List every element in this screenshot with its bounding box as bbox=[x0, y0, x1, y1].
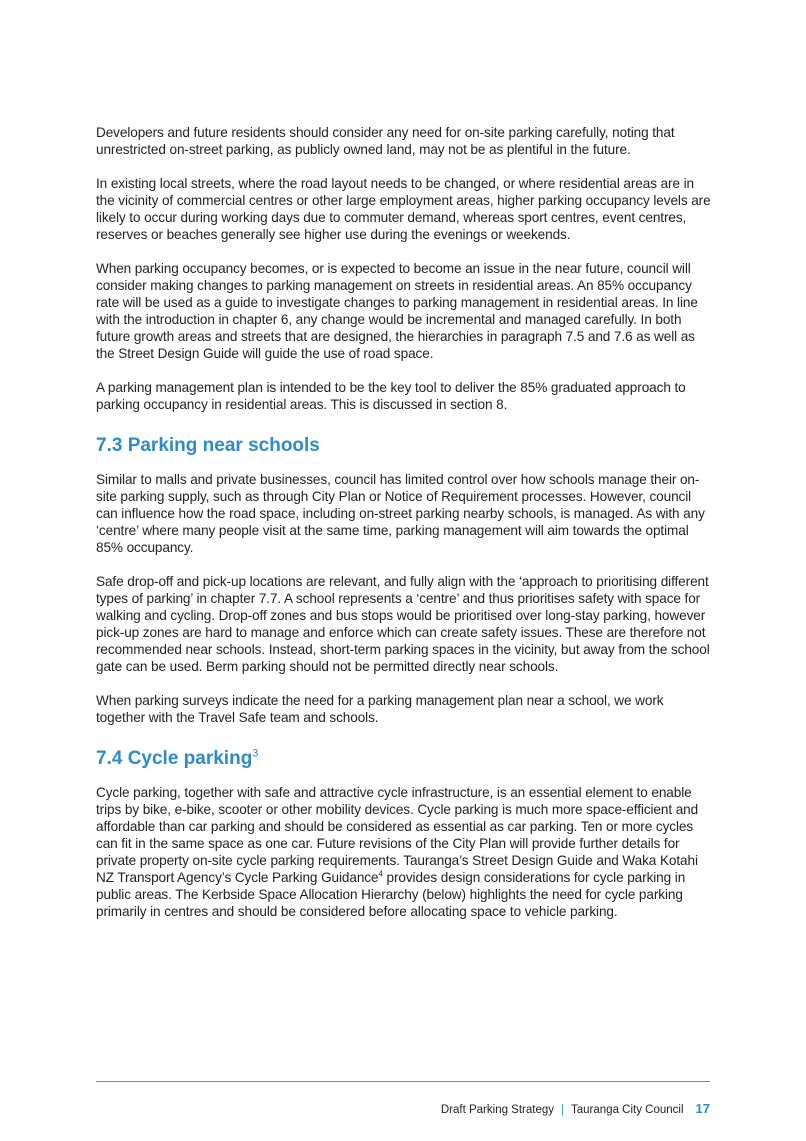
schools-paragraph-3: When parking surveys indicate the need for a parking management plan near a school, we work together with the Travel Safe team and schools. bbox=[96, 693, 664, 725]
section-heading-cycle-parking bbox=[96, 748, 716, 770]
intro-paragraph-2: In existing local streets, where the road layout needs to be changed, or where residential areas are in the vicinity of commercial centres or other large employment areas, higher parking occupancy levels are likely to occur during working days due to commuter demand, whereas sport centres, event centres, reserves or beaches generally see higher use during the evenings or weekends. bbox=[96, 176, 711, 242]
cycle-parking-text-part-1: Cycle parking, together with safe and attractive cycle infrastructure, is an essential element to enable trips by bike, e-bike, scooter or other mobility devices. Cycle parking is much more space-efficient and affordable than car parking and should be considered as essential as car parking. Ten or more cycles can fit in the same space as one car. Future revisions of the City Plan will provide further details for private property on-site cycle parking requirements. Tauranga’s Street Design Guide and Waka Kotahi NZ Transport Agency’s Cycle Parking Guidance bbox=[96, 785, 699, 885]
intro-paragraph-4: A parking management plan is intended to be the key tool to deliver the 85% graduated approach to parking occupancy in residential areas. This is discussed in section 8. bbox=[96, 380, 686, 412]
page-body bbox=[96, 124, 716, 937]
schools-paragraph-1: Similar to malls and private businesses, council has limited control over how schools manage their on-site parking supply, such as through City Plan or Notice of Requirement processes. However, council can influence how the road space, including on-street parking nearby schools, is managed. As with any ‘centre’ where many people visit at the same time, parking management will aim towards the optimal 85% occupancy. bbox=[96, 472, 705, 555]
footer-divider bbox=[96, 1081, 710, 1082]
intro-paragraph-3: When parking occupancy becomes, or is expected to become an issue in the near future, council will consider making changes to parking management on streets in residential areas. An 85% occupancy rate will be used as a guide to investigate changes to parking management in residential areas. In line with the introduction in chapter 6, any change would be incremental and managed carefully. In both future growth areas and streets that are designed, the hierarchies in paragraph 7.5 and 7.6 as well as the Street Design Guide will guide the use of road space. bbox=[96, 261, 698, 361]
section-heading-parking-near-schools: 7.3 Parking near schools bbox=[96, 435, 320, 456]
footer-separator: | bbox=[561, 1104, 565, 1116]
footnote-ref-3[interactable]: 3 bbox=[252, 747, 259, 760]
intro-paragraph-1: Developers and future residents should consider any need for on-site parking carefully, noting that unrestricted on-street parking, as publicly owned land, may not be as plentiful in the future. bbox=[96, 125, 675, 157]
cycle-parking-text-part-2: provides design considerations for cycle parking in public areas. The Kerbside Space Allocation Hierarchy (below) highlights the need for cycle parking primarily in centres and should be considered before allocating space to vehicle parking. bbox=[96, 870, 686, 919]
footnote-ref-4[interactable]: 4 bbox=[378, 869, 383, 879]
page-number: 17 bbox=[695, 1101, 710, 1116]
cycle-parking-paragraph bbox=[96, 784, 716, 920]
page-footer bbox=[441, 1101, 710, 1118]
footer-organisation: Tauranga City Council bbox=[571, 1104, 684, 1116]
schools-paragraph-2: Safe drop-off and pick-up locations are relevant, and fully align with the ‘approach to prioritising different types of parking’ in chapter 7.7. A school represents a ‘centre’ and thus prioritises safety with space for walking and cycling. Drop-off zones and bus stops would be prioritised over long-stay parking, however pick-up zones are hard to manage and enforce which can create safety issues. These are therefore not recommended near schools. Instead, short-term parking spaces in the vicinity, but away from the school gate can be used. Berm parking should not be permitted directly near schools. bbox=[96, 574, 710, 674]
footer-document-title: Draft Parking Strategy bbox=[440, 1104, 555, 1116]
cycle-parking-heading-text: 7.4 Cycle parking bbox=[96, 748, 253, 769]
